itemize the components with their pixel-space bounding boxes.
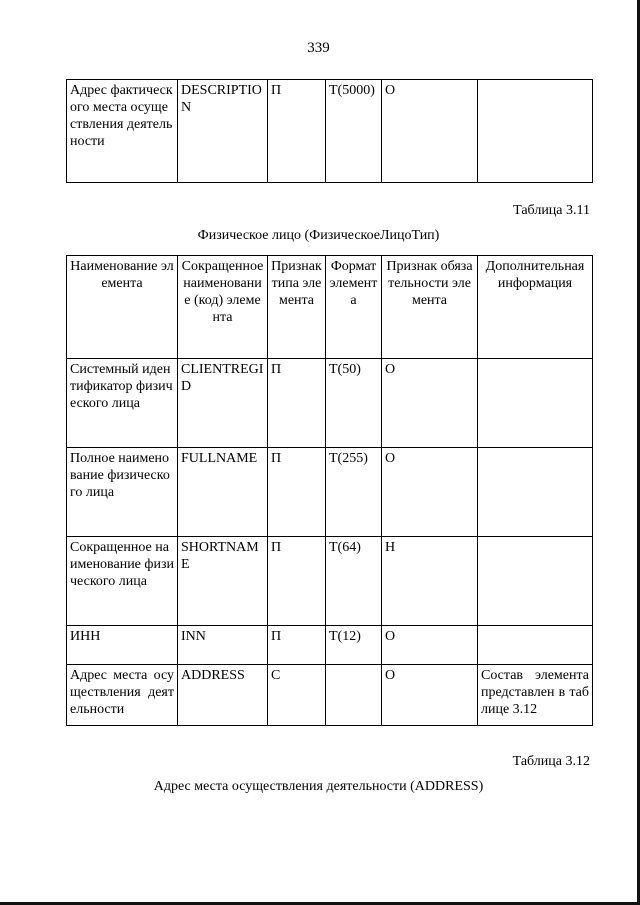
cell-required: Н <box>382 537 478 626</box>
cell-info: Состав элемента представлен в таблице 3.12 <box>478 665 593 726</box>
cell-info <box>478 448 593 537</box>
cell-format: T(5000) <box>326 80 382 183</box>
cell-type: П <box>268 80 326 183</box>
table-caption: Таблица 3.11 <box>513 203 590 218</box>
cell-required: О <box>382 626 478 665</box>
table-caption: Таблица 3.12 <box>512 754 590 769</box>
table-row <box>67 448 593 537</box>
table-row <box>67 626 593 665</box>
cell-code: DESCRIPTION <box>178 80 268 183</box>
table-row <box>67 80 593 183</box>
cell-name: Полное наименование физического лица <box>67 448 178 537</box>
cell-type: П <box>268 626 326 665</box>
cell-name: Адрес фактического места осуществления деятельности <box>67 80 178 183</box>
cell-name: ИНН <box>67 626 178 665</box>
cell-name: Сокращенное наименование физического лица <box>67 537 178 626</box>
cell-type: П <box>268 359 326 448</box>
cell-code: INN <box>178 626 268 665</box>
table-header-row <box>67 256 593 359</box>
cell-format <box>326 665 382 726</box>
header-format: Формат элемента <box>326 256 382 359</box>
header-code: Сокращенное наименование (код) элемента <box>178 256 268 359</box>
table-row <box>67 665 593 726</box>
cell-format: T(12) <box>326 626 382 665</box>
table-row <box>67 359 593 448</box>
cell-type: П <box>268 537 326 626</box>
cell-name: Адрес места осуществления деятельности <box>67 665 178 726</box>
cell-required: О <box>382 80 478 183</box>
cell-required: О <box>382 448 478 537</box>
cell-info <box>478 626 593 665</box>
cell-code: FULLNAME <box>178 448 268 537</box>
cell-code: CLIENTREGID <box>178 359 268 448</box>
cell-required: О <box>382 665 478 726</box>
header-info: Дополнительная информация <box>478 256 593 359</box>
cell-type: С <box>268 665 326 726</box>
cell-info <box>478 359 593 448</box>
individual-table <box>66 255 593 726</box>
cell-required: О <box>382 359 478 448</box>
cell-format: T(64) <box>326 537 382 626</box>
cell-format: T(50) <box>326 359 382 448</box>
table-title: Адрес места осуществления деятельности (ADDRESS) <box>153 779 484 794</box>
table-title: Физическое лицо (ФизическоеЛицоТип) <box>197 228 440 243</box>
header-required: Признак обязательности элемента <box>382 256 478 359</box>
cell-code: SHORTNAME <box>178 537 268 626</box>
cell-code: ADDRESS <box>178 665 268 726</box>
table-row <box>67 537 593 626</box>
cell-format: T(255) <box>326 448 382 537</box>
header-name: Наименование элемента <box>67 256 178 359</box>
continuation-table <box>66 79 593 183</box>
cell-type: П <box>268 448 326 537</box>
page-number: 339 <box>307 40 330 56</box>
cell-info <box>478 537 593 626</box>
cell-name: Системный идентификатор физического лица <box>67 359 178 448</box>
cell-info <box>478 80 593 183</box>
header-type: Признак типа элемента <box>268 256 326 359</box>
